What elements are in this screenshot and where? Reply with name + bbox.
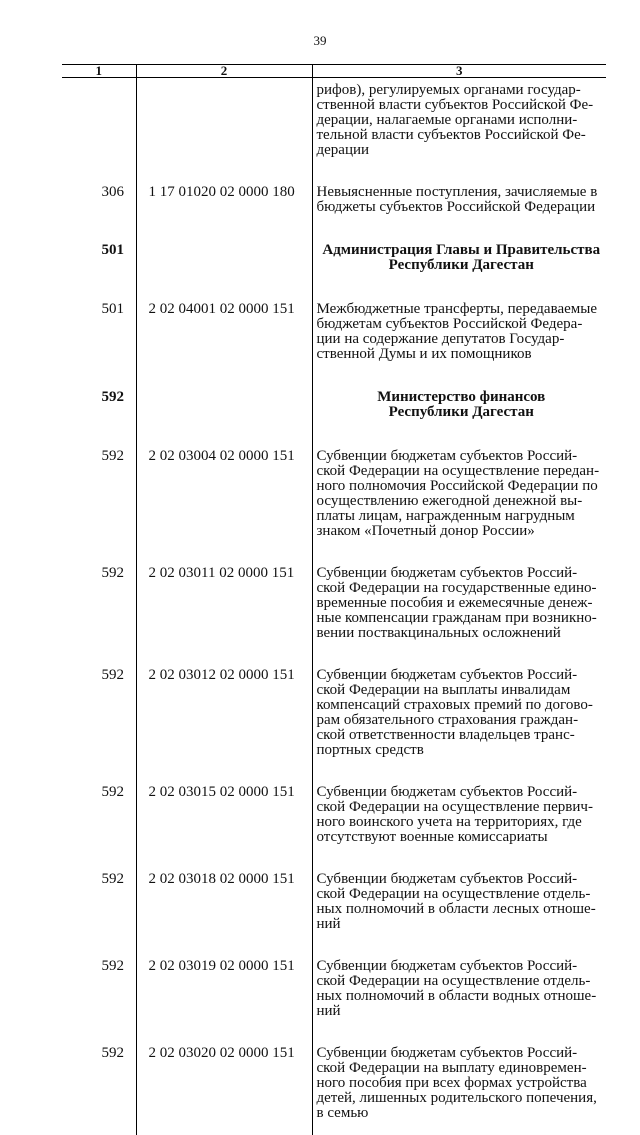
description-line: бюджеты субъектов Российской Федерации	[317, 200, 607, 215]
description-line: временные пособия и ежемесячные денеж-	[317, 596, 607, 611]
description-cell	[312, 859, 606, 946]
description-cell	[312, 772, 606, 859]
description-cell	[312, 655, 606, 772]
budget-code-cell: 2 02 03018 02 0000 151	[136, 859, 312, 946]
column-header-1: 1	[62, 65, 136, 78]
description-cell	[312, 78, 606, 173]
table-row	[62, 289, 606, 376]
description-line: ний	[317, 917, 607, 932]
description-line: дерации	[317, 143, 607, 158]
budget-code-cell: 2 02 03012 02 0000 151	[136, 655, 312, 772]
table-body	[62, 78, 606, 1135]
description-line: рифов), регулируемых органами государ-	[317, 83, 607, 98]
budget-code-cell	[136, 376, 312, 436]
page-number: 39	[0, 33, 640, 49]
budget-code-cell: 2 02 03015 02 0000 151	[136, 772, 312, 859]
budget-code-cell: 2 02 04001 02 0000 151	[136, 289, 312, 376]
table-row	[62, 553, 606, 655]
revenue-codes-table	[62, 64, 606, 1135]
admin-code-cell: 592	[62, 946, 136, 1033]
admin-code-cell: 592	[62, 376, 136, 436]
description-line: Субвенции бюджетам субъектов Россий-	[317, 668, 607, 683]
table-row	[62, 946, 606, 1033]
description-line: ний	[317, 1004, 607, 1019]
description-line: ные компенсации гражданам при возникно-	[317, 611, 607, 626]
description-line: ного полномочия Российской Федерации по	[317, 479, 607, 494]
table-row	[62, 772, 606, 859]
description-line: компенсаций страховых премий по догово-	[317, 698, 607, 713]
description-line: бюджетам субъектов Российской Федера-	[317, 317, 607, 332]
department-name-line: Министерство финансов	[317, 390, 607, 405]
description-line: ных полномочий в области лесных отноше-	[317, 902, 607, 917]
table-row	[62, 436, 606, 553]
description-line: Субвенции бюджетам субъектов Россий-	[317, 959, 607, 974]
description-line: Субвенции бюджетам субъектов Россий-	[317, 566, 607, 581]
table-header-row	[62, 65, 606, 78]
description-line: ственной власти субъектов Российской Фе-	[317, 98, 607, 113]
description-line: платы лицам, награжденным нагрудным	[317, 509, 607, 524]
admin-code-cell: 592	[62, 436, 136, 553]
description-line: Субвенции бюджетам субъектов Россий-	[317, 449, 607, 464]
description-line: знаком «Почетный донор России»	[317, 524, 607, 539]
department-name-line: Республики Дагестан	[317, 405, 607, 420]
description-line: Невыясненные поступления, зачисляемые в	[317, 185, 607, 200]
budget-code-cell: 2 02 03019 02 0000 151	[136, 946, 312, 1033]
description-line: ственной Думы и их помощников	[317, 347, 607, 362]
admin-code-cell: 592	[62, 772, 136, 859]
budget-code-cell: 1 17 01020 02 0000 180	[136, 172, 312, 229]
budget-code-cell: 2 02 03020 02 0000 151	[136, 1033, 312, 1135]
description-line: ного воинского учета на территориях, где	[317, 815, 607, 830]
admin-code-cell: 501	[62, 289, 136, 376]
description-line: ской Федерации на осуществление отдель-	[317, 974, 607, 989]
column-header-2: 2	[136, 65, 312, 78]
description-line: портных средств	[317, 743, 607, 758]
description-line: Субвенции бюджетам субъектов Россий-	[317, 785, 607, 800]
description-line: тельной власти субъектов Российской Фе-	[317, 128, 607, 143]
table-row	[62, 655, 606, 772]
description-line: ской Федерации на осуществление первич-	[317, 800, 607, 815]
budget-code-cell	[136, 229, 312, 289]
table-row-continuation	[62, 78, 606, 173]
admin-code-cell: 501	[62, 229, 136, 289]
description-line: ской Федерации на выплату единовремен-	[317, 1061, 607, 1076]
description-line: отсутствуют военные комиссариаты	[317, 830, 607, 845]
description-line: ного пособия при всех формах устройства	[317, 1076, 607, 1091]
description-line: Межбюджетные трансферты, передаваемые	[317, 302, 607, 317]
description-line: Субвенции бюджетам субъектов Россий-	[317, 1046, 607, 1061]
description-line: рам обязательного страхования граждан-	[317, 713, 607, 728]
description-line: ской Федерации на осуществление отдель-	[317, 887, 607, 902]
description-line: дерации, налагаемые органами исполни-	[317, 113, 607, 128]
table-row	[62, 172, 606, 229]
column-header-3: 3	[312, 65, 606, 78]
table-row	[62, 859, 606, 946]
department-name-cell	[312, 376, 606, 436]
budget-code-cell: 2 02 03011 02 0000 151	[136, 553, 312, 655]
table-row	[62, 1033, 606, 1135]
admin-code-cell	[62, 78, 136, 173]
description-line: ской Федерации на осуществление передан-	[317, 464, 607, 479]
description-line: ской Федерации на государственные едино-	[317, 581, 607, 596]
table-row-department	[62, 376, 606, 436]
description-cell	[312, 289, 606, 376]
description-cell	[312, 172, 606, 229]
description-line: вении поствакцинальных осложнений	[317, 626, 607, 641]
description-line: в семью	[317, 1106, 607, 1121]
admin-code-cell: 306	[62, 172, 136, 229]
budget-code-cell	[136, 78, 312, 173]
admin-code-cell: 592	[62, 1033, 136, 1135]
description-cell	[312, 436, 606, 553]
description-line: осуществлению ежегодной денежной вы-	[317, 494, 607, 509]
table-row-department	[62, 229, 606, 289]
table-header	[62, 65, 606, 78]
admin-code-cell: 592	[62, 655, 136, 772]
department-name-line: Республики Дагестан	[317, 258, 607, 273]
admin-code-cell: 592	[62, 553, 136, 655]
admin-code-cell: 592	[62, 859, 136, 946]
description-line: ции на содержание депутатов Государ-	[317, 332, 607, 347]
description-cell	[312, 1033, 606, 1135]
description-line: детей, лишенных родительского попечения,	[317, 1091, 607, 1106]
department-name-line: Администрация Главы и Правительства	[317, 243, 607, 258]
description-cell	[312, 553, 606, 655]
description-line: ных полномочий в области водных отноше-	[317, 989, 607, 1004]
description-line: ской ответственности владельцев транс-	[317, 728, 607, 743]
budget-code-cell: 2 02 03004 02 0000 151	[136, 436, 312, 553]
description-cell	[312, 946, 606, 1033]
department-name-cell	[312, 229, 606, 289]
description-line: ской Федерации на выплаты инвалидам	[317, 683, 607, 698]
description-line: Субвенции бюджетам субъектов Россий-	[317, 872, 607, 887]
